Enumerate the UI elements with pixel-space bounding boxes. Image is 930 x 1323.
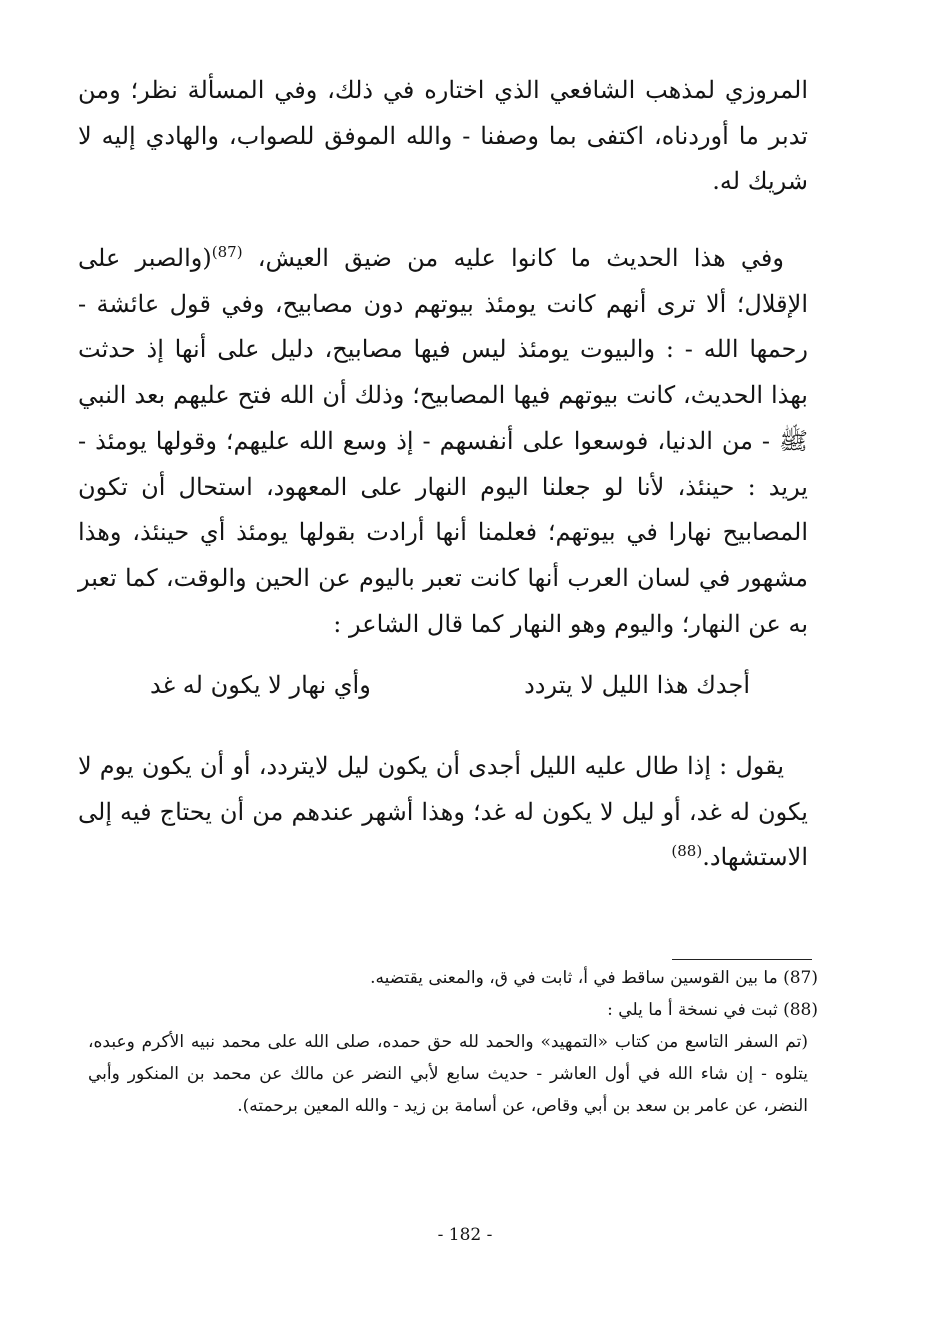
paragraph-1-text: المروزي لمذهب الشافعي الذي اختاره في ذلك، وفي المسألة نظر؛ ومن تدبر ما أوردناه، اكتفى بما وصفنا - والله الموفق للصواب، والهادي إليه لا شريك له. [78, 76, 808, 196]
paragraph-2-text-b: (والصبر على الإقلال؛ ألا ترى أنهم كانت يومئذ بيوتهم دون مصابيح، وفي قول عائشة - رحمها الله - : والبيوت يومئذ ليس فيها مصابيح، دليل على أنها إذ حدثت بهذا الحديث، كانت بيوتهم فيها المصابيح؛ وذلك أن الله فتح عليهم بعد النبي ﷺ - من الدنيا، فوسعوا على أنفسهم - إذ وسع الله عليهم؛ وقولها يومئذ - يريد : حينئذ، لأنا لو جعلنا اليوم النهار على المعهود، استحال أن تكون المصابيح نهارا في بيوتهم؛ فعلمنا أنها أرادت بقولها يومئذ أي حينئذ، وهذا مشهور في لسان العرب أنها كانت تعبر باليوم عن الحين والوقت، كما تعبر به عن النهار؛ واليوم وهو النهار كما قال الشاعر : [78, 244, 808, 638]
footnote-divider [672, 959, 812, 960]
paragraph-1 [78, 68, 808, 205]
paragraph-3 [78, 744, 808, 881]
footnote-ref-87: (87) [211, 243, 243, 261]
footnote-88: (88) ثبت في نسخة أ ما يلي : [607, 1000, 818, 1020]
footnote-87: (87) ما بين القوسين ساقط في أ، ثابت في ق، والمعنى يقتضيه. [370, 968, 818, 988]
verse-second-hemistich: وأي نهار لا يكون له غد [150, 671, 371, 699]
paragraph-2-text-a: وفي هذا الحديث ما كانوا عليه من ضيق العيش، [242, 244, 784, 272]
page-number: - 182 - [437, 1225, 493, 1245]
paragraph-3-text: يقول : إذا طال عليه الليل أجدى أن يكون ليل لايتردد، أو أن يكون يوم لا يكون له غد، أو ليل لا يكون له غد؛ وهذا أشهر عندهم من أن يحتاج فيه إلى الاستشهاد. [78, 752, 808, 872]
footnotes-section [78, 962, 818, 1122]
paragraph-2 [78, 236, 808, 647]
poetry-verse [150, 662, 750, 708]
verse-first-hemistich: أجدك هذا الليل لا يتردد [524, 671, 750, 699]
footnote-ref-88: (88) [671, 842, 703, 861]
footnote-88-quote: (تم السفر التاسع من كتاب «التمهيد» والحمد لله حق حمده، صلى الله على محمد نبيه الأكرم وعبده، يتلوه - إن شاء الله في أول العاشر - حديث سابع لأبي النضر عن مالك عن محمد بن المنكور وأبي النضر، عن عامر بن سعد بن أبي وقاص، عن أسامة بن زيد - والله المعين برحمته). [88, 1032, 808, 1116]
